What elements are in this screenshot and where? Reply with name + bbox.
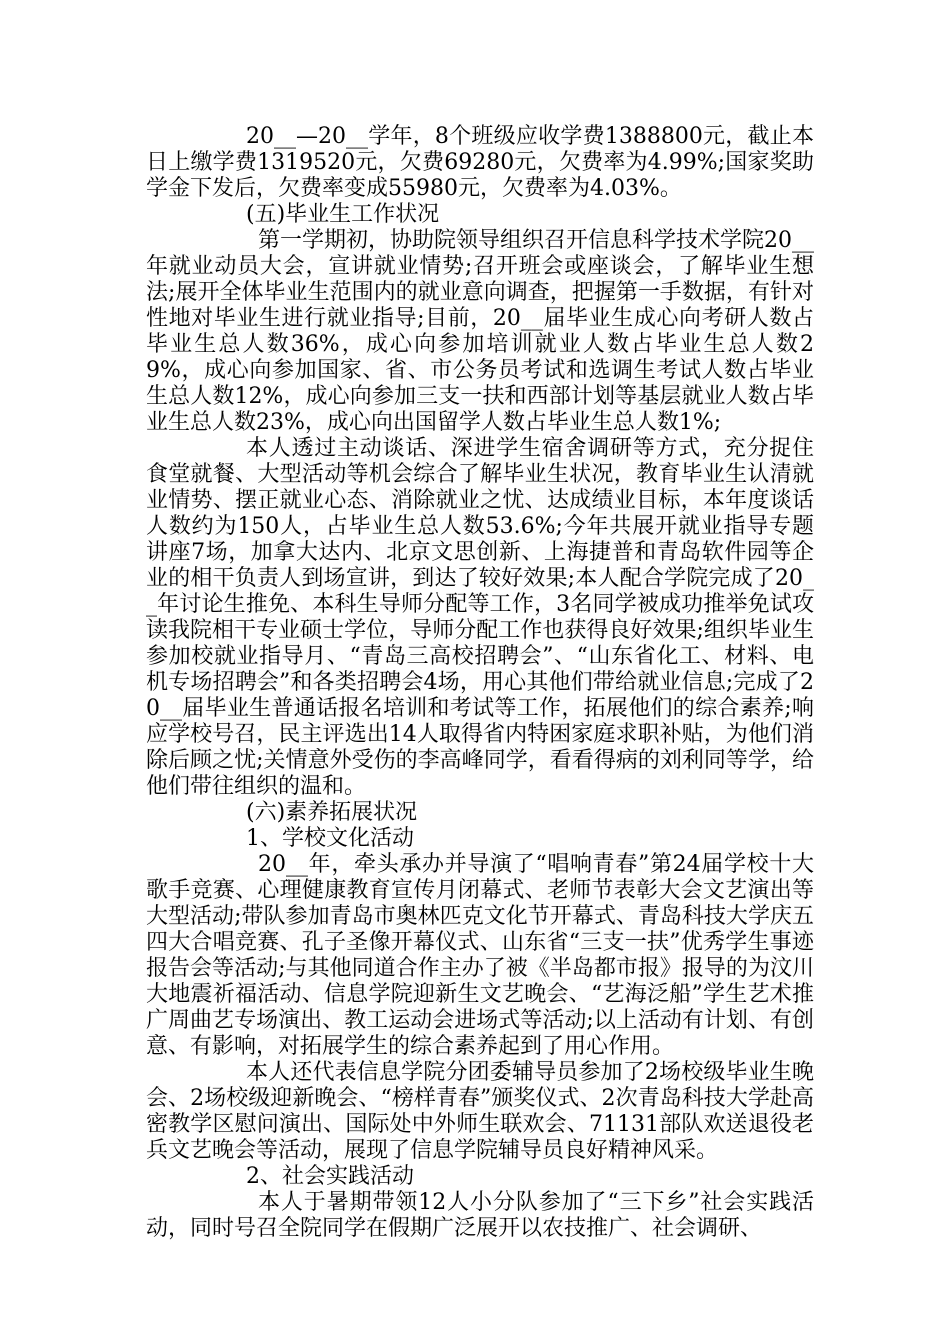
- paragraph-campus-culture: 20__年，牵头承办并导演了“唱响青春”第24届学校十大歌手竞赛、心理健康教育宣传月闭幕式、老师节表彰大会文艺演出等大型活动;带队参加青岛市奥林匹克文化节开幕式、青岛科技大学庆五四大合唱竞赛、孔子圣像开幕仪式、山东省“三支一扶”优秀学生事迹报告会等活动;与其他同道合作主办了被《半岛都市报》报导的为汶川大地震祈福活动、信息学院迎新生文艺晚会、“艺海泛船”学生艺术推广周曲艺专场演出、教工运动会进场式等活动;以上活动有计划、有创意、有影响，对拓展学生的综合素养起到了用心作用。: [146, 852, 814, 1059]
- section-heading-quality: (六)素养拓展状况: [246, 800, 418, 825]
- paragraph-performances: 本人还代表信息学院分团委辅导员参加了2场校级毕业生晚会、2场校级迎新晚会、“榜样青春”颁奖仪式、2次青岛科技大学赴高密教学区慰问演出、国际处中外师生联欢会、71131部队欢送退役老兵文艺晚会等活动，展现了信息学院辅导员良好精神风采。: [146, 1060, 814, 1163]
- subheading-campus-culture: 1、学校文化活动: [246, 826, 414, 851]
- paragraph-social-practice: 本人于暑期带领12人小分队参加了“三下乡”社会实践活动，同时号召全院同学在假期广泛展开以农技推广、社会调研、: [146, 1190, 814, 1241]
- paragraph-employment-guidance: 本人透过主动谈话、深进学生宿舍调研等方式，充分捉住食堂就餐、大型活动等机会综合了解毕业生状况，教育毕业生认清就业情势、摆正就业心态、消除就业之忧、达成绩业目标，本年度谈话人数约为150人，占毕业生总人数53.6%;今年共展开就业指导专题讲座7场，加拿大达内、北京文思创新、上海捷普和青岛软件园等企业的相干负责人到场宣讲，到达了较好效果;本人配合学院完成了20__年讨论生推免、本科生导师分配等工作，3名同学被成功推举免试攻读我院相干专业硕士学位，导师分配工作也获得良好效果;组织毕业生参加校就业指导月、“青岛三高校招聘会”、“山东省化工、材料、电机专场招聘会”和各类招聘会4场，用心其他们带给就业信息;完成了20__届毕业生普通话报名培训和考试等工作，拓展他们的综合素养;响应学校号召，民主评选出14人取得省内特困家庭求职补贴，为他们消除后顾之忧;关情意外受伤的李高峰同学，看看得病的刘利同等学，给他们带往组织的温和。: [146, 436, 814, 799]
- document-page: [146, 124, 814, 1242]
- paragraph-tuition: 20__—20__学年，8个班级应收学费1388800元，截止本日上缴学费1319520元，欠费69280元，欠费率为4.99%;国家奖助学金下发后，欠费率变成55980元，欠费率为4.03%。: [146, 124, 814, 201]
- paragraph-employment-mobilization: 第一学期初，协助院领导组织召开信息科学技术学院20__年就业动员大会，宣讲就业情势;召开班会或座谈会，了解毕业生想法;展开全体毕业生范围内的就业意向调查，把握第一手数据，有针对性地对毕业生进行就业指导;目前，20__届毕业生成心向考研人数占毕业生总人数36%，成心向参加培训就业人数占毕业生总人数29%，成心向参加国家、省、市公务员考试和选调生考试人数占毕业生总人数12%，成心向参加三支一扶和西部计划等基层就业人数占毕业生总人数23%，成心向出国留学人数占毕业生总人数1%;: [146, 228, 814, 435]
- subheading-social-practice: 2、社会实践活动: [246, 1164, 414, 1189]
- section-heading-graduates: (五)毕业生工作状况: [246, 202, 440, 227]
